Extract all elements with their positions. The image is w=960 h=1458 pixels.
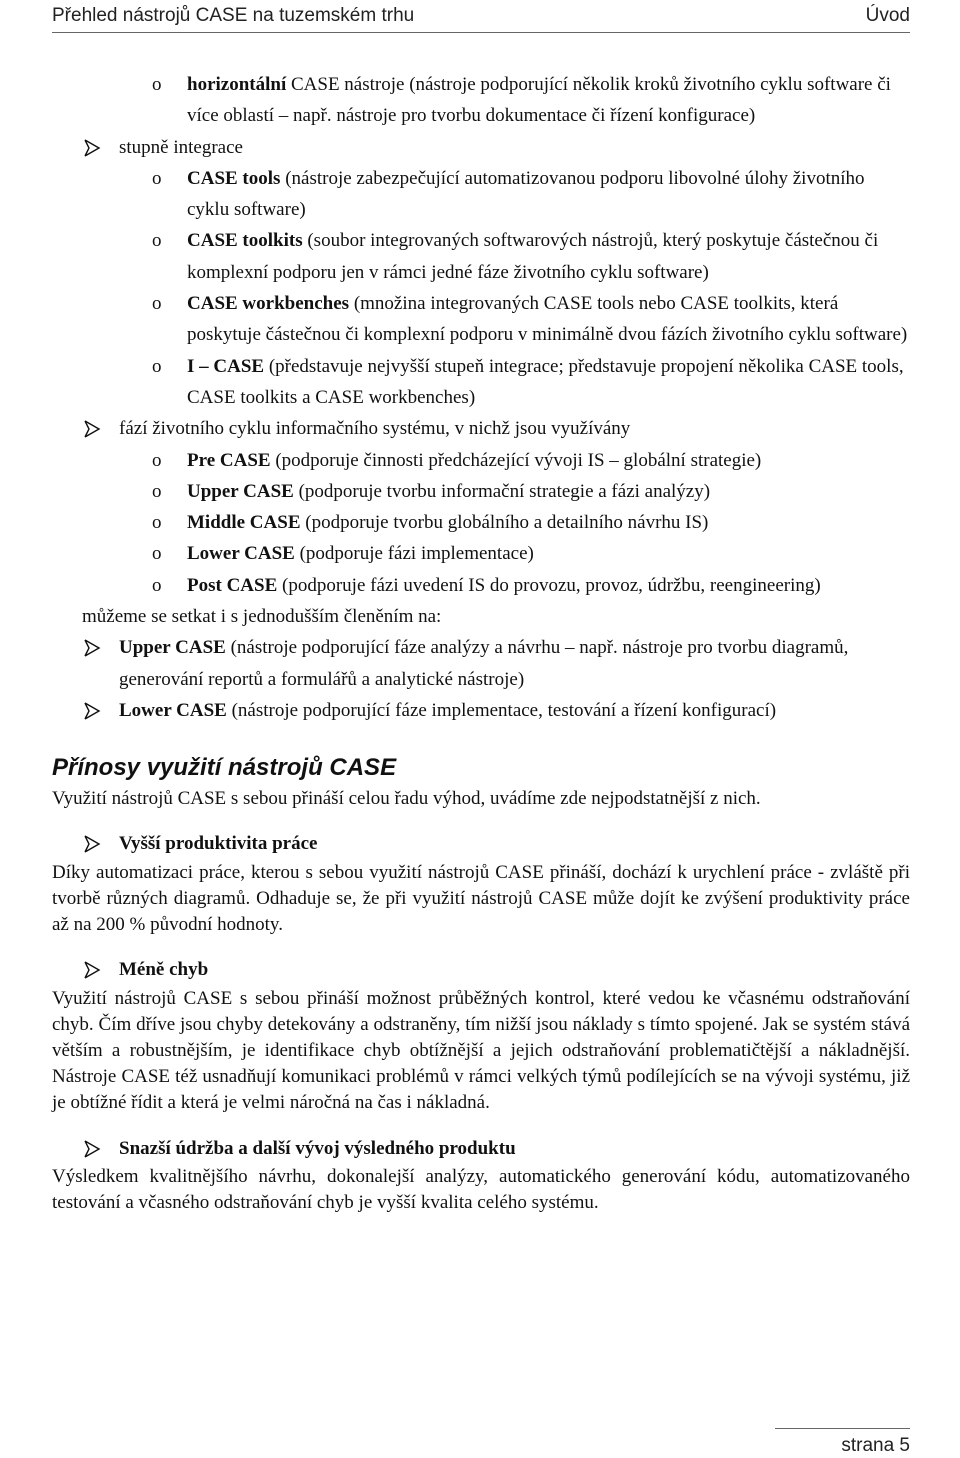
list-item (52, 507, 910, 538)
term: Lower CASE (119, 699, 227, 721)
simple-intro: můžeme se setkat i s jednodušším členěním na: (82, 606, 442, 628)
list-item-phases (52, 413, 910, 444)
list-label: fází životního cyklu informačního systému, v nichž jsou využívány (119, 418, 631, 440)
term: CASE tools (187, 167, 281, 189)
arrow-bullet-icon (82, 834, 102, 854)
description: (nástroje zabezpečující automatizovanou podporu libovolné úlohy životního cyklu software) (187, 167, 865, 221)
description: (množina integrovaných CASE tools nebo CASE toolkits, která poskytuje částečnou či komplexní podporu v minimálně dvou fázích životního cyklu software) (187, 293, 908, 346)
circle-bullet-icon: o (152, 512, 162, 534)
footer-divider (775, 1428, 910, 1429)
arrow-bullet-icon (82, 138, 102, 158)
subsection-text: Díky automatizaci práce, kterou s sebou využití nástrojů CASE přináší, dochází k urychlení práce - zvláště při tvorbě různých diagramů. Odhaduje se, že při využití nástrojů CASE může dojít ke zvýšení produktivity práce až na 200 % původní hodnoty. (52, 861, 910, 936)
circle-bullet-icon: o (152, 293, 162, 315)
section-name: Úvod (865, 5, 910, 26)
list-item (52, 163, 910, 226)
list-item (52, 632, 910, 695)
description: (nástroje podporující fáze implementace, testování a řízení konfigurací) (226, 699, 777, 721)
arrow-bullet-icon (82, 638, 102, 658)
circle-bullet-icon: o (152, 355, 162, 377)
term: Upper CASE (187, 480, 294, 502)
list-item-integration (52, 132, 910, 163)
description: (podporuje fázi uvedení IS do provozu, provoz, údržbu, reengineering) (277, 574, 821, 596)
arrow-bullet-icon (82, 701, 102, 721)
list-item (52, 476, 910, 507)
term: Middle CASE (187, 512, 301, 534)
circle-bullet-icon: o (152, 167, 162, 189)
list-item (52, 570, 910, 601)
term: I – CASE (187, 355, 265, 377)
circle-bullet-icon: o (152, 574, 162, 596)
circle-bullet-icon: o (152, 74, 162, 95)
description: (nástroje podporující fáze analýzy a návrhu – např. nástroje pro tvorbu diagramů, generování reportů a formulářů a analytické nástroje) (119, 637, 849, 690)
term: Lower CASE (187, 543, 295, 565)
circle-bullet-icon: o (152, 480, 162, 502)
term: horizontální (187, 74, 287, 95)
document-body (52, 69, 910, 1216)
arrow-bullet-icon (82, 1139, 102, 1159)
description: (soubor integrovaných softwarových nástrojů, který poskytuje částečnou či komplexní podporu jen v rámci jedné fáze životního cyklu software) (187, 230, 879, 283)
page-header (52, 2, 910, 33)
page-number: strana 5 (841, 1435, 910, 1456)
description: (podporuje fázi implementace) (294, 543, 534, 565)
description: (podporuje tvorbu globálního a detailního návrhu IS) (300, 512, 709, 534)
arrow-bullet-icon (82, 419, 102, 439)
term: Post CASE (187, 574, 278, 596)
list-item-horizontal (52, 69, 910, 132)
arrow-bullet-icon (82, 960, 102, 980)
subsection-text: Využití nástrojů CASE s sebou přináší možnost průběžných kontrol, které vedou ke včasnému odstraňování chyb. Čím dříve jsou chyby detekovány a odstraněny, tím nižší jsou náklady s tímto spojené. Jak se systém stává větším a robustnějším, je identifikace chyb obtížnější a jejich odstraňování problematičtější a nákladnější. Nástroje CASE též usnadňují komunikaci problémů v rámci velkých týmů podílejících se na vývoji systému, již je obtížné řídit a která je velmi náročná na čas i nákladná. (52, 987, 910, 1114)
list-item (52, 695, 910, 726)
description: (podporuje tvorbu informační strategie a fázi analýzy) (293, 480, 711, 502)
term: CASE toolkits (187, 230, 303, 252)
circle-bullet-icon: o (152, 230, 162, 252)
subsection-title: Vyšší produktivita práce (52, 828, 910, 859)
list-item (52, 288, 910, 351)
circle-bullet-icon: o (152, 449, 162, 471)
description: (podporuje činnosti předcházející vývoji IS – globální strategie) (270, 449, 762, 471)
section-heading: Přínosy využití nástrojů CASE (52, 754, 397, 782)
list-item (52, 445, 910, 476)
section-intro: Využití nástrojů CASE s sebou přináší celou řadu výhod, uvádíme zde nejpodstatnější z nich. (52, 788, 761, 810)
document-title: Přehled nástrojů CASE na tuzemském trhu (52, 5, 415, 26)
subsection-text: Výsledkem kvalitnějšího návrhu, dokonalejší analýzy, automatického generování kódu, automatizovaného testování a včasného odstraňování chyb je vyšší kvalita celého systému. (52, 1165, 910, 1214)
term: Upper CASE (119, 637, 226, 659)
term: Pre CASE (187, 449, 271, 471)
subsection-title: Méně chyb (52, 954, 910, 985)
description: (představuje nejvyšší stupeň integrace; představuje propojení několika CASE tools, CASE toolkits a CASE workbenches) (187, 355, 904, 408)
list-label: stupně integrace (119, 136, 243, 158)
list-item (52, 225, 910, 288)
description: CASE nástroje (nástroje podporující několik kroků životního cyklu software či více oblastí – např. nástroje pro tvorbu dokumentace či řízení konfigurace) (187, 74, 891, 127)
list-item (52, 538, 910, 569)
list-item (52, 351, 910, 414)
term: CASE workbenches (187, 293, 350, 315)
circle-bullet-icon: o (152, 543, 162, 565)
subsection-title: Snazší údržba a další vývoj výsledného produktu (52, 1133, 910, 1164)
